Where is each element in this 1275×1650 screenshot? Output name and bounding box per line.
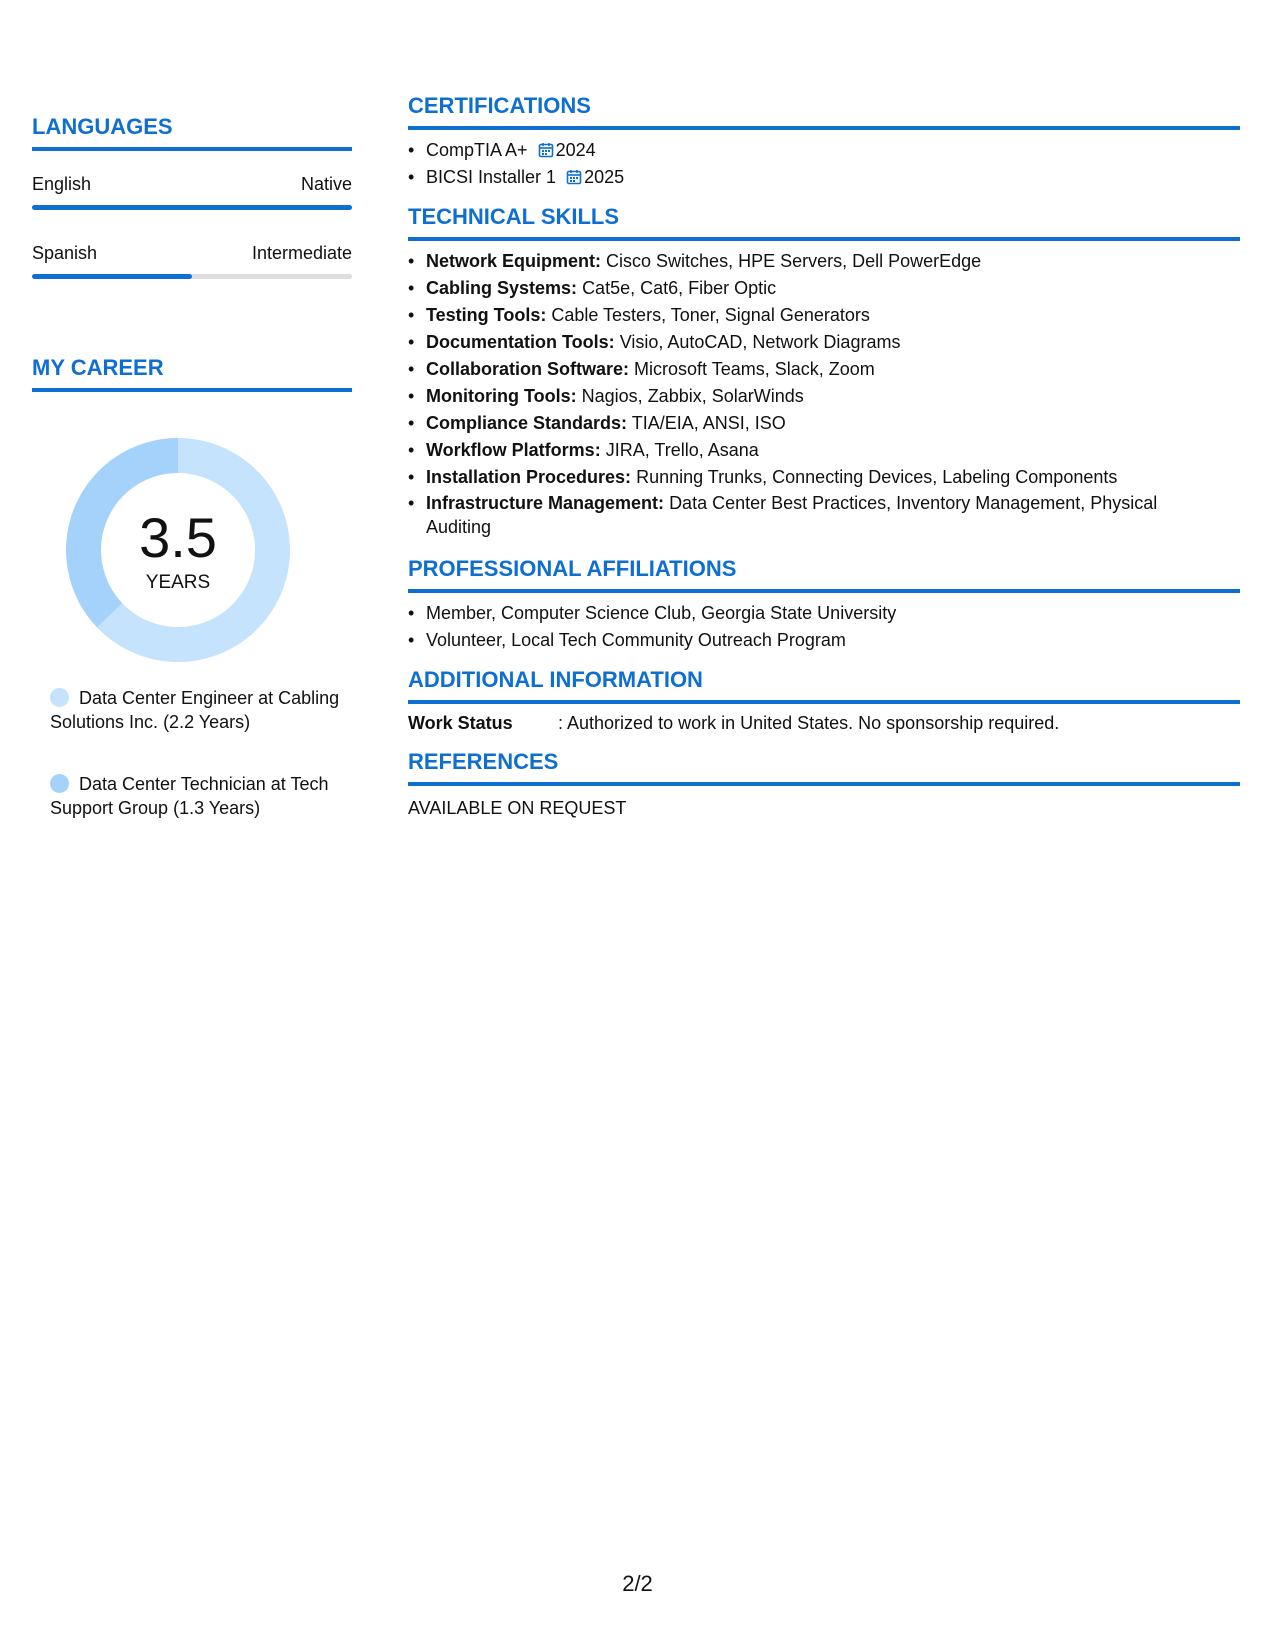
- certifications-title: CERTIFICATIONS: [408, 93, 1240, 130]
- skill-category: Collaboration Software:: [426, 359, 630, 379]
- additional-info-section: [408, 667, 1240, 734]
- calendar-icon: [538, 142, 554, 158]
- career-total-unit: YEARS: [145, 572, 211, 593]
- references-section: [408, 749, 1240, 819]
- skill-category: Compliance Standards:: [426, 413, 628, 433]
- language-level: Native: [300, 174, 352, 194]
- affiliation-item: • Volunteer, Local Tech Community Outreach Program: [408, 627, 1240, 654]
- career-total-value: 3.5: [139, 506, 217, 569]
- certification-year: 2025: [584, 167, 625, 187]
- language-proficiency-fill: [32, 274, 192, 279]
- work-status-row: [408, 713, 1240, 734]
- skill-values: Cable Testers, Toner, Signal Generators: [551, 305, 870, 325]
- skill-values: TIA/EIA, ANSI, ISO: [631, 413, 786, 433]
- skill-item: [408, 302, 1188, 329]
- certification-name: CompTIA A+: [426, 140, 528, 160]
- certification-item: [408, 137, 1240, 164]
- skill-item: [408, 491, 1188, 539]
- work-status-value: : Authorized to work in United States. No sponsorship required.: [558, 713, 1060, 733]
- legend-label: Data Center Technician at Tech Support Group (1.3 Years): [50, 774, 329, 818]
- career-section: [32, 355, 352, 392]
- additional-info-title: ADDITIONAL INFORMATION: [408, 667, 1240, 704]
- skill-item: [408, 383, 1188, 410]
- technical-skills-title: TECHNICAL SKILLS: [408, 204, 1240, 241]
- skill-item: [408, 356, 1188, 383]
- languages-section: [32, 114, 352, 151]
- legend-dot: [50, 688, 69, 707]
- language-proficiency-bar: [32, 205, 352, 210]
- legend-dot: [50, 774, 69, 793]
- certifications-list: [408, 137, 1240, 191]
- affiliations-section: [408, 556, 1240, 654]
- references-text: AVAILABLE ON REQUEST: [408, 798, 627, 818]
- language-english: [32, 174, 352, 210]
- technical-skills-list: [408, 248, 1188, 539]
- skill-item: [408, 275, 1188, 302]
- language-spanish: [32, 243, 352, 279]
- skill-category: Testing Tools:: [426, 305, 547, 325]
- work-status-label: Work Status: [408, 713, 513, 733]
- skill-category: Network Equipment:: [426, 251, 602, 271]
- language-name: English: [32, 174, 92, 194]
- skill-values: JIRA, Trello, Asana: [605, 440, 759, 460]
- skill-values: Cisco Switches, HPE Servers, Dell PowerEdge: [606, 251, 982, 271]
- skill-category: Cabling Systems:: [426, 278, 578, 298]
- affiliations-list: [408, 600, 1240, 654]
- legend-label: Data Center Engineer at Cabling Solutions Inc. (2.2 Years): [50, 688, 340, 732]
- skill-item: [408, 329, 1188, 356]
- language-name: Spanish: [32, 243, 98, 263]
- skill-values: Microsoft Teams, Slack, Zoom: [634, 359, 875, 379]
- skill-values: Nagios, Zabbix, SolarWinds: [581, 386, 804, 406]
- skill-item: [408, 248, 1188, 275]
- certification-item: [408, 164, 1240, 191]
- calendar-icon: [566, 169, 582, 185]
- skill-item: [408, 410, 1188, 437]
- skill-category: Documentation Tools:: [426, 332, 615, 352]
- language-level: Intermediate: [251, 243, 352, 263]
- skill-category: Installation Procedures:: [426, 467, 632, 487]
- skill-values: Data Center Best Practices, Inventory Management, Physical Auditing: [426, 493, 1158, 537]
- skill-category: Workflow Platforms:: [426, 440, 601, 460]
- page-number: 2/2: [622, 1571, 653, 1596]
- certification-name: BICSI Installer 1: [426, 167, 557, 187]
- career-legend-item: [50, 772, 340, 820]
- skill-item: [408, 437, 1188, 464]
- references-title: REFERENCES: [408, 749, 1240, 786]
- certifications-section: [408, 93, 1240, 191]
- skill-item: [408, 464, 1188, 491]
- career-legend-item: [50, 686, 340, 734]
- affiliation-item: • Member, Computer Science Club, Georgia State University: [408, 600, 1240, 627]
- career-donut-chart: [66, 438, 290, 662]
- certification-year: 2024: [555, 140, 596, 160]
- technical-skills-section: [408, 204, 1240, 539]
- skill-values: Cat5e, Cat6, Fiber Optic: [582, 278, 777, 298]
- skill-category: Infrastructure Management:: [426, 493, 665, 513]
- skill-category: Monitoring Tools:: [426, 386, 577, 406]
- skill-values: Running Trunks, Connecting Devices, Labeling Components: [636, 467, 1118, 487]
- language-proficiency-bar: [32, 274, 352, 279]
- affiliations-title: PROFESSIONAL AFFILIATIONS: [408, 556, 1240, 593]
- languages-title: LANGUAGES: [32, 114, 352, 151]
- language-proficiency-fill: [32, 205, 352, 210]
- career-title: MY CAREER: [32, 355, 352, 392]
- skill-values: Visio, AutoCAD, Network Diagrams: [619, 332, 901, 352]
